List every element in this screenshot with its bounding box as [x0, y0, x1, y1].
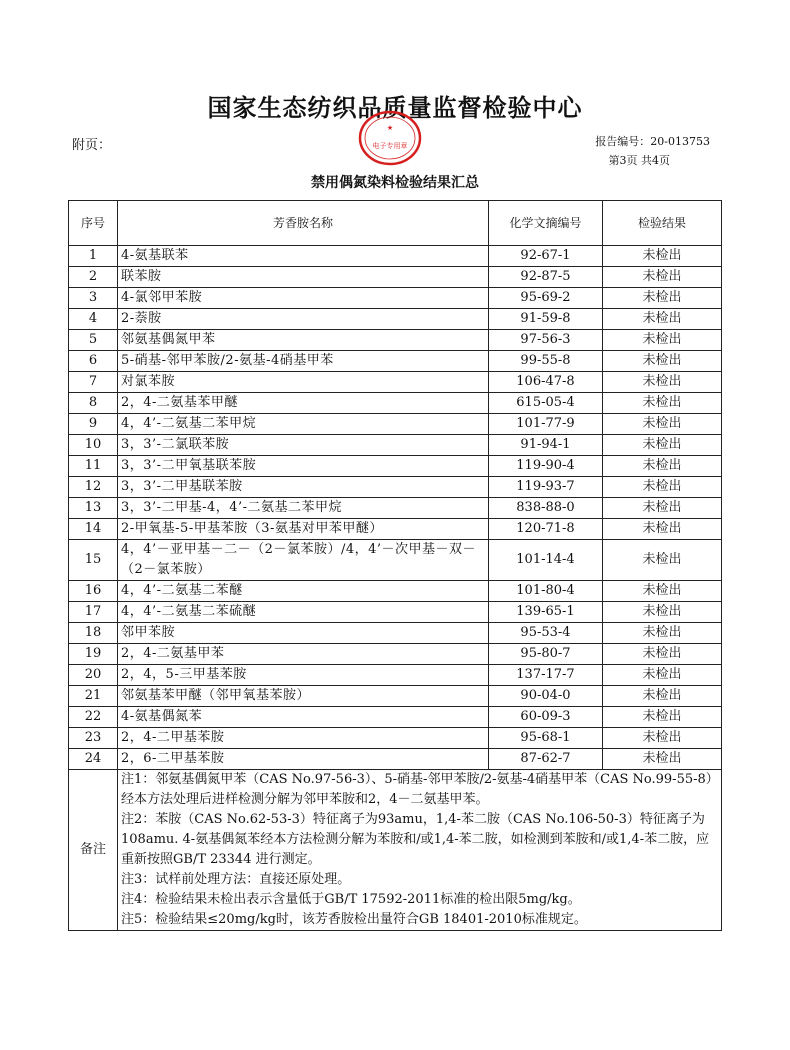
table-row — [69, 707, 722, 728]
note-1: 注1：邻氨基偶氮甲苯（CAS No.97-56-3）、5-硝基-邻甲苯胺/2-氨基-4硝基甲苯（CAS No.99-55-8）经本方法处理后进样检测分解为邻甲苯胺和2，4－二氨基甲苯。 — [121, 772, 713, 807]
section-title: 禁用偶氮染料检验结果汇总 — [311, 175, 479, 191]
cell-name: 对氯苯胺 — [118, 372, 489, 393]
table-row — [69, 267, 722, 288]
attachment-label: 附页： — [72, 138, 112, 153]
cell-cas: 101-80-4 — [489, 581, 603, 602]
cell-name: 4，4’－亚甲基－二－（2－氯苯胺）/4，4’－次甲基－双－（2－氯苯胺） — [118, 540, 489, 581]
table-row — [69, 623, 722, 644]
cell-cas: 101-77-9 — [489, 414, 603, 435]
cell-name: 2，4-二氨基甲苯 — [118, 644, 489, 665]
cell-seq: 19 — [69, 644, 118, 665]
seal-text: 电子专用章 — [372, 142, 408, 150]
cell-result: 未检出 — [603, 456, 722, 477]
table-header-row — [69, 201, 722, 246]
cell-result: 未检出 — [603, 519, 722, 540]
cell-name: 4-氨基联苯 — [118, 246, 489, 267]
table-row — [69, 309, 722, 330]
header-result: 检验结果 — [603, 201, 722, 246]
cell-result: 未检出 — [603, 351, 722, 372]
cell-seq: 16 — [69, 581, 118, 602]
cell-seq: 10 — [69, 435, 118, 456]
cell-name: 邻氨基苯甲醚（邻甲氧基苯胺） — [118, 686, 489, 707]
cell-result: 未检出 — [603, 498, 722, 519]
cell-name: 5-硝基-邻甲苯胺/2-氨基-4硝基甲苯 — [118, 351, 489, 372]
cell-name: 邻氨基偶氮甲苯 — [118, 330, 489, 351]
table-row — [69, 581, 722, 602]
table-row — [69, 498, 722, 519]
header-name: 芳香胺名称 — [118, 201, 489, 246]
cell-seq: 3 — [69, 288, 118, 309]
cell-result: 未检出 — [603, 309, 722, 330]
note-4: 注4：检验结果未检出表示含量低于GB/T 17592-2011标准的检出限5mg/kg。 — [121, 892, 581, 907]
cell-seq: 7 — [69, 372, 118, 393]
table-row — [69, 435, 722, 456]
cell-result: 未检出 — [603, 246, 722, 267]
cell-seq: 20 — [69, 665, 118, 686]
cell-cas: 119-93-7 — [489, 477, 603, 498]
cell-name: 2，6-二甲基苯胺 — [118, 749, 489, 770]
cell-seq: 23 — [69, 728, 118, 749]
cell-seq: 1 — [69, 246, 118, 267]
cell-seq: 6 — [69, 351, 118, 372]
table-row — [69, 414, 722, 435]
cell-name: 2-萘胺 — [118, 309, 489, 330]
cell-result: 未检出 — [603, 728, 722, 749]
cell-cas: 615-05-4 — [489, 393, 603, 414]
cell-result: 未检出 — [603, 435, 722, 456]
cell-cas: 92-67-1 — [489, 246, 603, 267]
cell-seq: 5 — [69, 330, 118, 351]
table-row — [69, 288, 722, 309]
cell-name: 2，4，5-三甲基苯胺 — [118, 665, 489, 686]
cell-name: 3，3’-二甲基联苯胺 — [118, 477, 489, 498]
red-seal-stamp-icon — [358, 110, 422, 166]
cell-seq: 17 — [69, 602, 118, 623]
table-row — [69, 728, 722, 749]
table-row — [69, 519, 722, 540]
cell-seq: 11 — [69, 456, 118, 477]
cell-result: 未检出 — [603, 623, 722, 644]
cell-name: 4，4’-二氨基二苯醚 — [118, 581, 489, 602]
cell-cas: 87-62-7 — [489, 749, 603, 770]
cell-cas: 120-71-8 — [489, 519, 603, 540]
table-row — [69, 456, 722, 477]
cell-cas: 139-65-1 — [489, 602, 603, 623]
svg-text:★: ★ — [386, 124, 394, 132]
cell-result: 未检出 — [603, 477, 722, 498]
results-table — [68, 200, 722, 931]
cell-seq: 9 — [69, 414, 118, 435]
table-body — [69, 246, 722, 770]
cell-name: 3，3’-二甲基-4，4’-二氨基二苯甲烷 — [118, 498, 489, 519]
cell-name: 3，3’-二氯联苯胺 — [118, 435, 489, 456]
cell-name: 4-氯邻甲苯胺 — [118, 288, 489, 309]
cell-seq: 22 — [69, 707, 118, 728]
cell-name: 2-甲氧基-5-甲基苯胺（3-氨基对甲苯甲醚） — [118, 519, 489, 540]
cell-name: 2，4-二氨基苯甲醚 — [118, 393, 489, 414]
cell-result: 未检出 — [603, 581, 722, 602]
cell-cas: 91-59-8 — [489, 309, 603, 330]
cell-name: 2，4-二甲基苯胺 — [118, 728, 489, 749]
cell-result: 未检出 — [603, 602, 722, 623]
header-cas: 化学文摘编号 — [489, 201, 603, 246]
table-row — [69, 477, 722, 498]
cell-cas: 106-47-8 — [489, 372, 603, 393]
table-row — [69, 686, 722, 707]
cell-cas: 99-55-8 — [489, 351, 603, 372]
note-5: 注5：检验结果≤20mg/kg时，该芳香胺检出量符合GB 18401-2010标准规定。 — [121, 912, 587, 927]
cell-seq: 14 — [69, 519, 118, 540]
cell-cas: 60-09-3 — [489, 707, 603, 728]
cell-cas: 91-94-1 — [489, 435, 603, 456]
table-row — [69, 393, 722, 414]
table-row — [69, 644, 722, 665]
cell-name: 4，4’-二氨基二苯硫醚 — [118, 602, 489, 623]
cell-result: 未检出 — [603, 267, 722, 288]
table-row — [69, 351, 722, 372]
table-row — [69, 540, 722, 581]
cell-cas: 97-56-3 — [489, 330, 603, 351]
cell-seq: 15 — [69, 540, 118, 581]
cell-cas: 838-88-0 — [489, 498, 603, 519]
cell-result: 未检出 — [603, 330, 722, 351]
notes-row — [69, 770, 722, 931]
cell-cas: 95-68-1 — [489, 728, 603, 749]
cell-name: 联苯胺 — [118, 267, 489, 288]
cell-seq: 24 — [69, 749, 118, 770]
cell-cas: 95-53-4 — [489, 623, 603, 644]
table-row — [69, 602, 722, 623]
cell-seq: 13 — [69, 498, 118, 519]
table-row — [69, 246, 722, 267]
cell-result: 未检出 — [603, 665, 722, 686]
table-row — [69, 749, 722, 770]
cell-cas: 90-04-0 — [489, 686, 603, 707]
table-row — [69, 330, 722, 351]
cell-result: 未检出 — [603, 393, 722, 414]
org-title: 国家生态纺织品质量监督检验中心 — [207, 94, 583, 122]
cell-result: 未检出 — [603, 686, 722, 707]
cell-result: 未检出 — [603, 749, 722, 770]
table-row — [69, 665, 722, 686]
cell-result: 未检出 — [603, 540, 722, 581]
cell-cas: 92-87-5 — [489, 267, 603, 288]
cell-result: 未检出 — [603, 707, 722, 728]
cell-name: 4，4’-二氨基二苯甲烷 — [118, 414, 489, 435]
cell-seq: 12 — [69, 477, 118, 498]
cell-seq: 21 — [69, 686, 118, 707]
cell-result: 未检出 — [603, 372, 722, 393]
cell-cas: 101-14-4 — [489, 540, 603, 581]
cell-cas: 119-90-4 — [489, 456, 603, 477]
cell-seq: 8 — [69, 393, 118, 414]
cell-seq: 4 — [69, 309, 118, 330]
report-number: 报告编号：20-013753 — [595, 135, 710, 148]
cell-result: 未检出 — [603, 414, 722, 435]
cell-seq: 18 — [69, 623, 118, 644]
cell-name: 4-氨基偶氮苯 — [118, 707, 489, 728]
table-row — [69, 372, 722, 393]
header-seq: 序号 — [69, 201, 118, 246]
page-info: 第3页 共4页 — [608, 154, 670, 167]
cell-result: 未检出 — [603, 288, 722, 309]
note-3: 注3：试样前处理方法：直接还原处理。 — [121, 872, 351, 887]
notes-cell — [118, 770, 722, 931]
cell-name: 邻甲苯胺 — [118, 623, 489, 644]
cell-seq: 2 — [69, 267, 118, 288]
cell-name: 3，3’-二甲氧基联苯胺 — [118, 456, 489, 477]
cell-result: 未检出 — [603, 644, 722, 665]
cell-cas: 137-17-7 — [489, 665, 603, 686]
note-2: 注2：苯胺（CAS No.62-53-3）特征离子为93amu，1,4-苯二胺（CAS No.106-50-3）特征离子为108amu. 4-氨基偶氮苯经本方法检测分解为苯胺和/或1,4-苯二胺，如检测到苯胺和/或1,4-苯二胺，应重新按照GB/T 23344 进行测定。 — [121, 812, 710, 867]
notes-label: 备注 — [69, 770, 118, 931]
cell-cas: 95-80-7 — [489, 644, 603, 665]
cell-cas: 95-69-2 — [489, 288, 603, 309]
